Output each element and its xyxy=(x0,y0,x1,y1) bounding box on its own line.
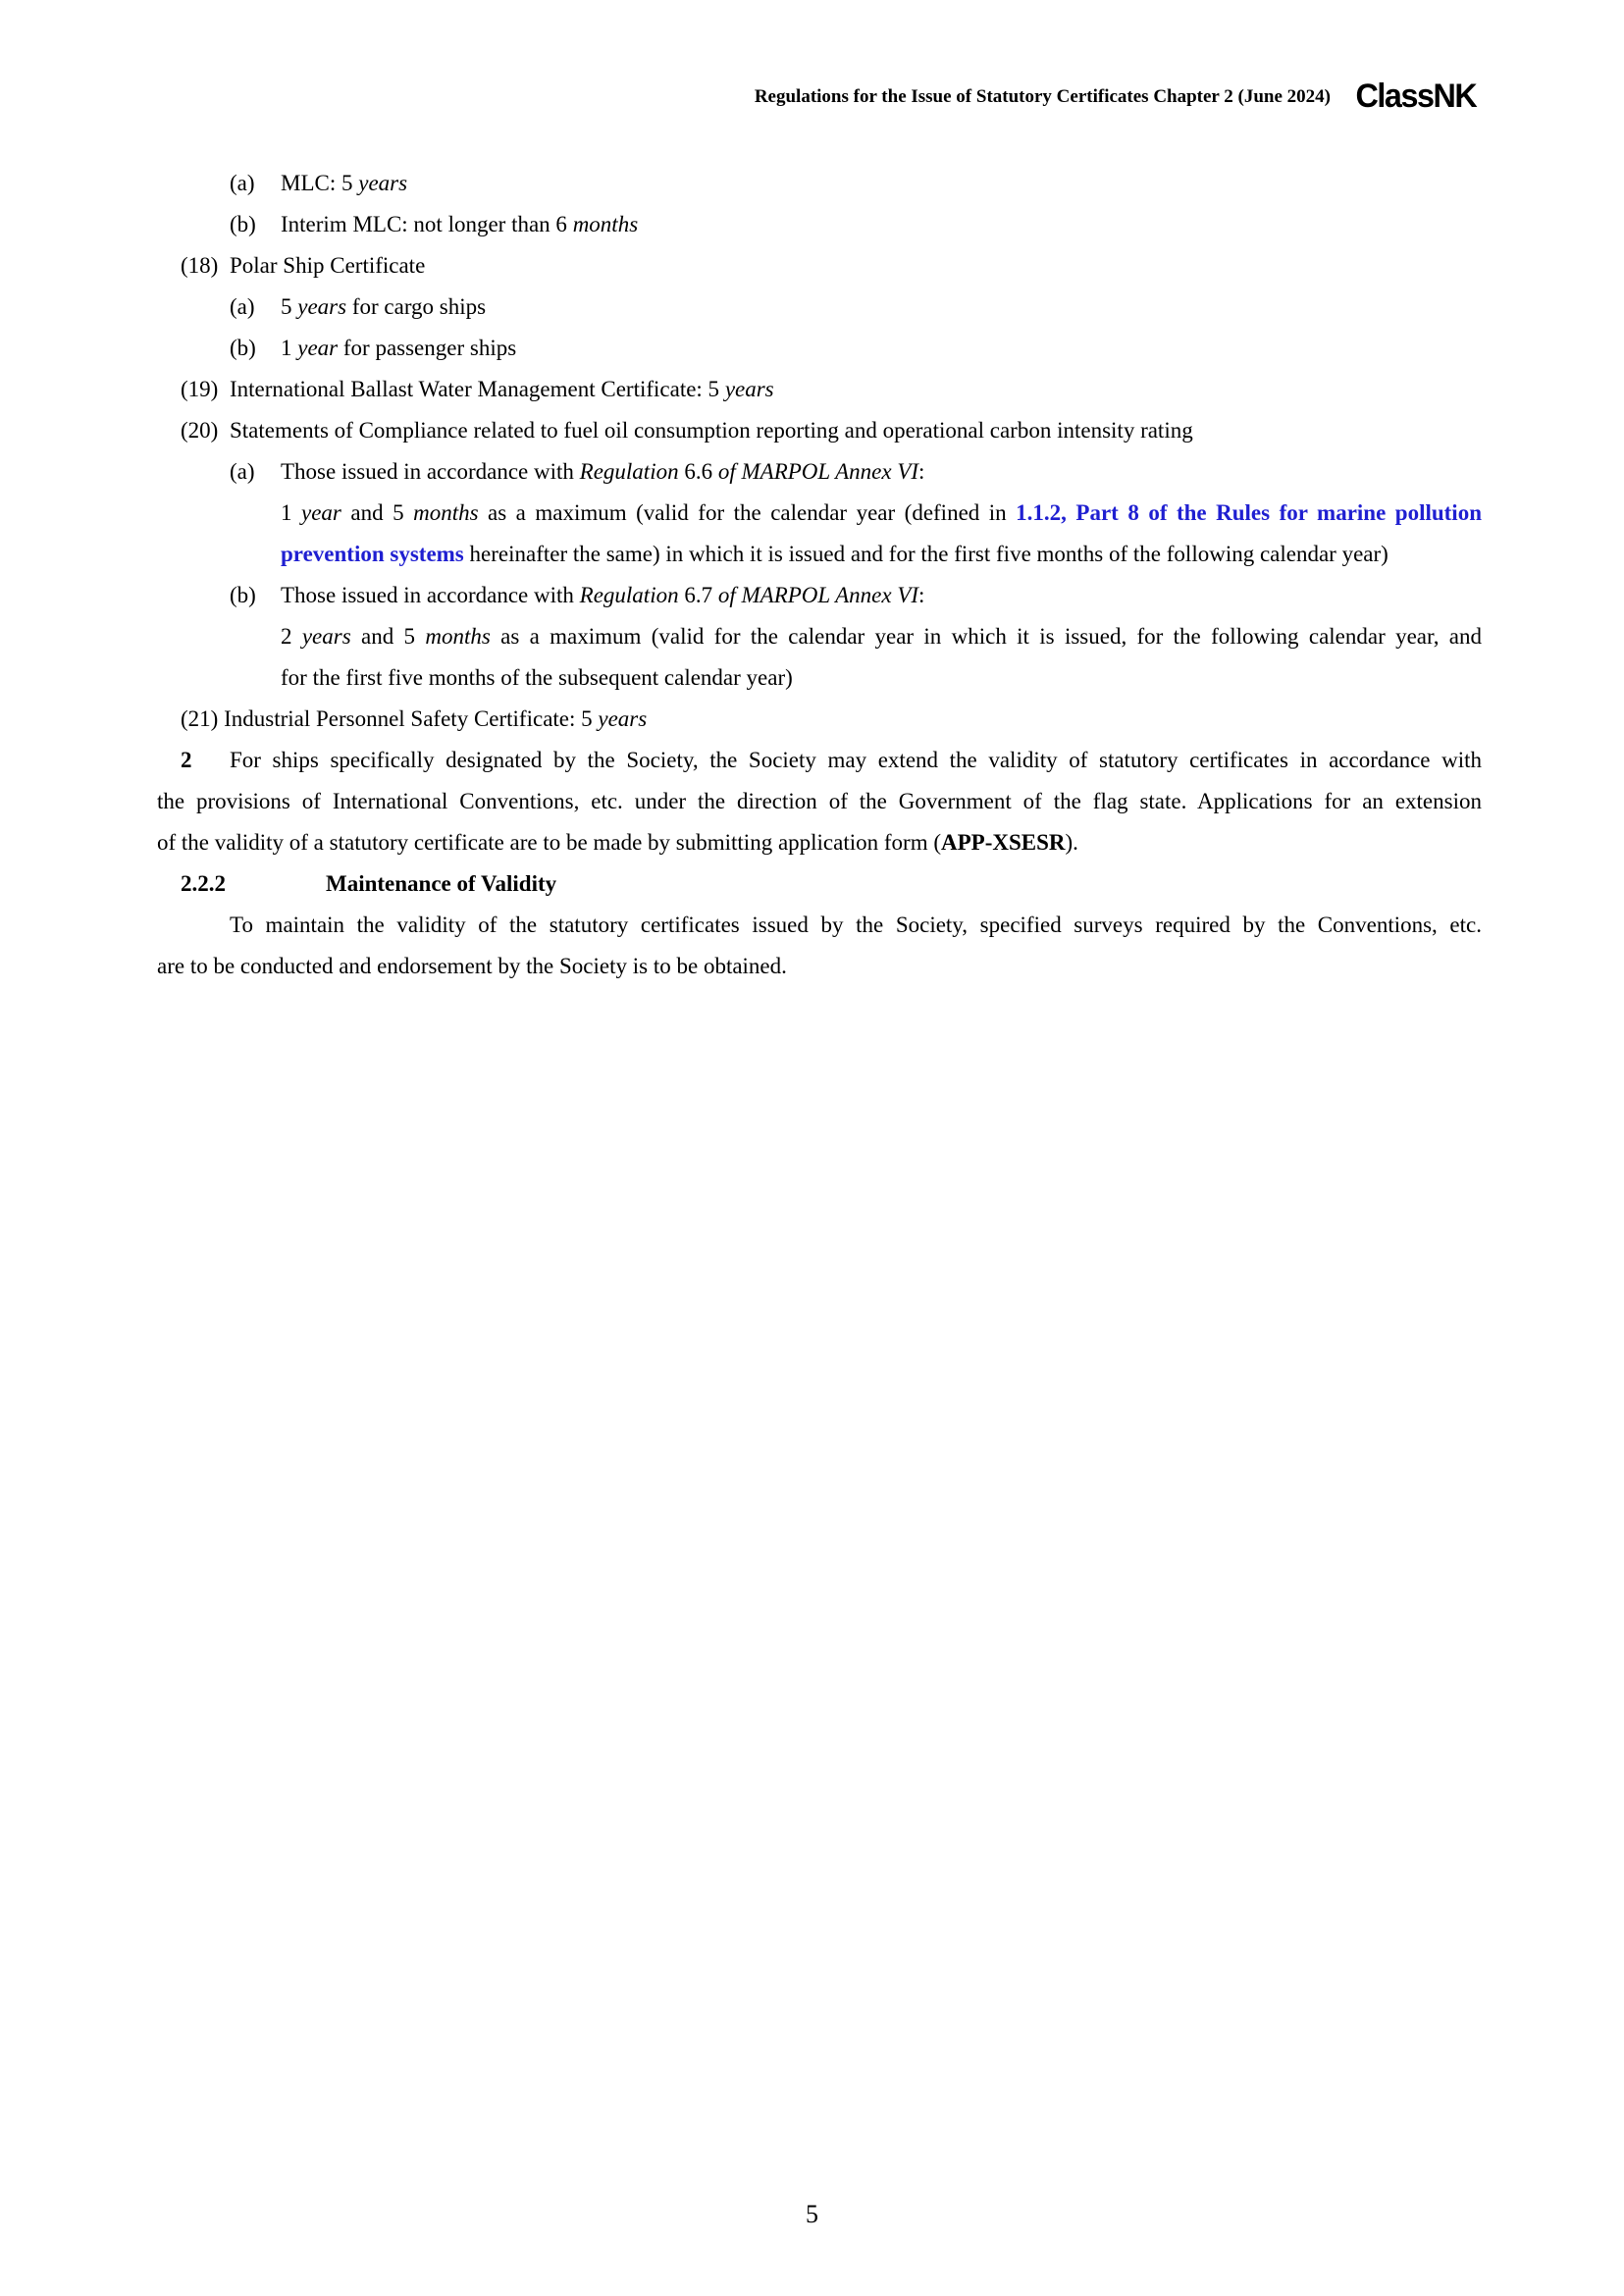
page-number: 5 xyxy=(806,2200,818,2228)
list-marker: (a) xyxy=(230,459,255,484)
section-title: Maintenance of Validity xyxy=(326,871,557,896)
rules-reference-link-cont[interactable]: prevention systems xyxy=(281,542,464,566)
text-line: prevention systems hereinafter the same) in which it is issued and for the first five months of the following calendar year) xyxy=(281,542,1388,566)
list-marker: (b) xyxy=(230,583,256,607)
paragraph-3-line-2: are to be conducted and endorsement by the Society is to be obtained. xyxy=(157,954,787,978)
list-marker: (b) xyxy=(230,212,256,236)
paragraph-2-line-1: 2 For ships specifically designated by the Society, the Society may extend the validity of statutory certificates in accordance with xyxy=(157,740,1482,781)
section-heading xyxy=(157,863,1482,905)
list-item-interim-mlc: (b) Interim MLC: not longer than 6 months xyxy=(157,204,1482,245)
section-number: 2.2.2 xyxy=(181,871,226,896)
list-item-21: (21) Industrial Personnel Safety Certificate: 5 years xyxy=(181,706,648,731)
text-line: 2 years and 5 months as a maximum (valid for the calendar year in which it is issued, for the following calendar year, and xyxy=(281,624,1482,649)
list-item-mlc: (a) MLC: 5 years xyxy=(157,163,1482,204)
list-item-20: (20) Statements of Compliance related to fuel oil consumption reporting and operational carbon intensity rating xyxy=(157,410,1482,451)
form-code: APP-XSESR xyxy=(941,830,1066,855)
list-marker: (21) xyxy=(181,706,219,731)
list-marker: (b) xyxy=(230,336,256,360)
list-marker: (a) xyxy=(230,294,255,319)
list-item-passenger-ships: (b) 1 year for passenger ships xyxy=(157,328,1482,369)
list-item-reg-6-6: (a) Those issued in accordance with Regulation 6.6 of MARPOL Annex VI: xyxy=(157,451,1482,493)
page-header xyxy=(608,77,1476,116)
classnk-logo: ClassNK xyxy=(1355,78,1476,115)
text-line: 1 year and 5 months as a maximum (valid for the calendar year (defined in 1.1.2, Part 8 of the Rules for marine pollution xyxy=(281,500,1482,525)
paragraph-2-line-2: the provisions of International Conventions, etc. under the direction of the Government of the flag state. Applications for an extension xyxy=(157,789,1482,813)
header-title: Regulations for the Issue of Statutory Certificates Chapter 2 (June 2024) xyxy=(754,86,1331,107)
list-item-cargo-ships: (a) 5 years for cargo ships xyxy=(157,287,1482,328)
paragraph-number: 2 xyxy=(181,748,192,772)
list-marker: (20) xyxy=(181,418,219,443)
list-item-reg-6-7: (b) Those issued in accordance with Regulation 6.7 of MARPOL Annex VI: xyxy=(157,575,1482,616)
list-item-19: (19) International Ballast Water Management Certificate: 5 years xyxy=(157,369,1482,410)
paragraph-2-line-3: of the validity of a statutory certificate are to be made by submitting application form (APP-XSESR). xyxy=(157,830,1078,855)
document-body xyxy=(157,163,1482,987)
text-line: for the first five months of the subsequent calendar year) xyxy=(281,665,793,690)
list-marker: (19) xyxy=(181,377,219,401)
list-marker: (18) xyxy=(181,253,219,278)
list-item-18: (18) Polar Ship Certificate xyxy=(157,245,1482,287)
rules-reference-link[interactable]: 1.1.2, Part 8 of the Rules for marine pollution xyxy=(1016,500,1482,525)
list-marker: (a) xyxy=(230,171,255,195)
paragraph-3-line-1: To maintain the validity of the statutory certificates issued by the Society, specified surveys required by the Conventions, etc. xyxy=(230,913,1482,937)
